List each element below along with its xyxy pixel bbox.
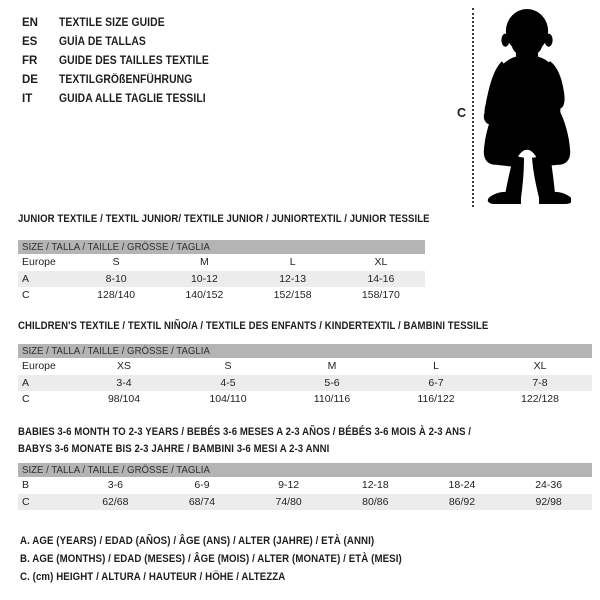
table-cell: 6-7 bbox=[384, 375, 488, 392]
size-header-bar bbox=[18, 344, 592, 358]
table-cell: 5-6 bbox=[280, 375, 384, 392]
table-header-row bbox=[18, 344, 592, 358]
babies-size-table bbox=[18, 463, 592, 510]
language-code: FR bbox=[22, 54, 38, 67]
language-row-es bbox=[22, 32, 226, 51]
language-title: GUIDA ALLE TAGLIE TESSILI bbox=[59, 92, 206, 105]
table-cell: 62/68 bbox=[72, 494, 159, 511]
section-heading-text: BABIES 3-6 MONTH TO 2-3 YEARS / BEBÉS 3-6 MESES A 2-3 AÑOS / BÉBÉS 3-6 MOIS À 2-3 ANS / bbox=[18, 426, 472, 438]
table-row bbox=[18, 271, 425, 288]
table-cell: 80/86 bbox=[332, 494, 419, 511]
table-cell: 152/158 bbox=[273, 289, 312, 302]
table-cell: 4-5 bbox=[176, 375, 280, 392]
footnote-b: B. AGE (MONTHS) / EDAD (MESES) / ÂGE (MOIS) / ALTER (MONATE) / ETÀ (MESI) bbox=[20, 553, 402, 565]
section-heading-text: JUNIOR TEXTILE / TEXTIL JUNIOR/ TEXTILE JUNIOR / JUNIORTEXTIL / JUNIOR TESSILE bbox=[18, 213, 430, 225]
table-cell: M bbox=[200, 256, 209, 269]
size-header-text: SIZE / TALLA / TAILLE / GRÖSSE / TAGLIA bbox=[22, 464, 210, 476]
row-label: Europe bbox=[22, 256, 56, 269]
footnote-c: C. (cm) HEIGHT / ALTURA / HAUTEUR / HÖHE / ALTEZZA bbox=[20, 571, 286, 583]
children-size-table bbox=[18, 344, 592, 408]
section-heading-text: CHILDREN'S TEXTILE / TEXTIL NIÑO/A / TEXTILE DES ENFANTS / KINDERTEXTIL / BAMBINI TESSILE bbox=[18, 320, 489, 332]
row-label: C bbox=[18, 494, 72, 511]
language-row-it bbox=[22, 89, 226, 108]
section-heading-junior bbox=[18, 211, 491, 228]
table-cell: 158/170 bbox=[361, 289, 400, 302]
table-cell: 12-13 bbox=[249, 271, 337, 288]
table-cell: S bbox=[112, 256, 120, 269]
size-header-bar bbox=[18, 240, 425, 254]
table-cell: 8-10 bbox=[72, 271, 160, 288]
table-cell: 110/116 bbox=[313, 393, 351, 406]
table-cell: XL bbox=[533, 360, 547, 373]
table-cell: L bbox=[289, 256, 296, 269]
table-row bbox=[18, 254, 425, 271]
row-label: B bbox=[22, 479, 30, 492]
language-title: GUÍA DE TALLAS bbox=[59, 35, 146, 48]
language-code: ES bbox=[22, 35, 38, 48]
table-cell: XS bbox=[116, 360, 131, 373]
table-row bbox=[18, 375, 592, 392]
table-cell: 86/92 bbox=[419, 494, 506, 511]
table-header-row bbox=[18, 240, 425, 254]
language-code: DE bbox=[22, 73, 38, 86]
row-label: C bbox=[22, 393, 30, 406]
section-heading-babies bbox=[18, 424, 539, 458]
height-measure-label: C bbox=[457, 106, 467, 120]
height-measure-dotted-line bbox=[472, 8, 474, 207]
table-cell: 3-6 bbox=[107, 479, 123, 492]
table-cell: 7-8 bbox=[488, 375, 592, 392]
table-cell: M bbox=[327, 360, 337, 373]
table-row bbox=[18, 358, 592, 375]
table-cell: 98/104 bbox=[107, 393, 141, 406]
table-cell: 24-36 bbox=[535, 479, 563, 492]
table-cell: L bbox=[433, 360, 439, 373]
language-code: IT bbox=[22, 92, 33, 105]
language-row-en bbox=[22, 13, 226, 32]
table-cell: 9-12 bbox=[278, 479, 300, 492]
table-cell: 14-16 bbox=[337, 271, 425, 288]
table-cell: 74/80 bbox=[245, 494, 332, 511]
table-cell: 116/122 bbox=[417, 393, 455, 406]
language-title: GUIDE DES TAILLES TEXTILE bbox=[59, 54, 209, 67]
junior-size-table bbox=[18, 240, 425, 304]
language-code: EN bbox=[22, 16, 38, 29]
table-cell: 18-24 bbox=[448, 479, 476, 492]
table-cell: S bbox=[224, 360, 232, 373]
size-header-text: SIZE / TALLA / TAILLE / GRÖSSE / TAGLIA bbox=[22, 345, 210, 357]
table-header-row bbox=[18, 463, 592, 477]
table-cell: 92/98 bbox=[505, 494, 592, 511]
footnote-legend bbox=[20, 532, 454, 586]
table-cell: XL bbox=[374, 256, 388, 269]
footnote-a: A. AGE (YEARS) / EDAD (AÑOS) / ÂGE (ANS) / ALTER (JAHRE) / ETÀ (ANNI) bbox=[20, 535, 375, 547]
language-title: TEXTILGRÖßENFÜHRUNG bbox=[59, 73, 193, 86]
language-title: TEXTILE SIZE GUIDE bbox=[59, 16, 165, 29]
section-heading-text: BABYS 3-6 MONATE BIS 2-3 JAHRE / BAMBINI 3-6 MESI A 2-3 ANNI bbox=[18, 443, 330, 455]
table-cell: 128/140 bbox=[97, 289, 136, 302]
language-row-de bbox=[22, 70, 226, 89]
language-row-fr bbox=[22, 51, 226, 70]
row-label: A bbox=[18, 271, 72, 288]
row-label: A bbox=[18, 375, 72, 392]
table-cell: 10-12 bbox=[160, 271, 248, 288]
table-cell: 140/152 bbox=[185, 289, 224, 302]
baby-silhouette-icon bbox=[479, 7, 571, 208]
table-row bbox=[18, 494, 592, 511]
table-cell: 6-9 bbox=[194, 479, 210, 492]
row-label: Europe bbox=[22, 360, 56, 373]
table-row bbox=[18, 477, 592, 494]
size-header-bar bbox=[18, 463, 592, 477]
table-row bbox=[18, 287, 425, 304]
size-header-text: SIZE / TALLA / TAILLE / GRÖSSE / TAGLIA bbox=[22, 241, 210, 253]
language-list bbox=[22, 13, 226, 108]
table-row bbox=[18, 391, 592, 408]
row-label: C bbox=[22, 289, 30, 302]
table-cell: 3-4 bbox=[72, 375, 176, 392]
table-cell: 104/110 bbox=[209, 393, 247, 406]
section-heading-children bbox=[18, 318, 559, 335]
table-cell: 12-18 bbox=[361, 479, 389, 492]
table-cell: 122/128 bbox=[521, 393, 559, 406]
table-cell: 68/74 bbox=[159, 494, 246, 511]
